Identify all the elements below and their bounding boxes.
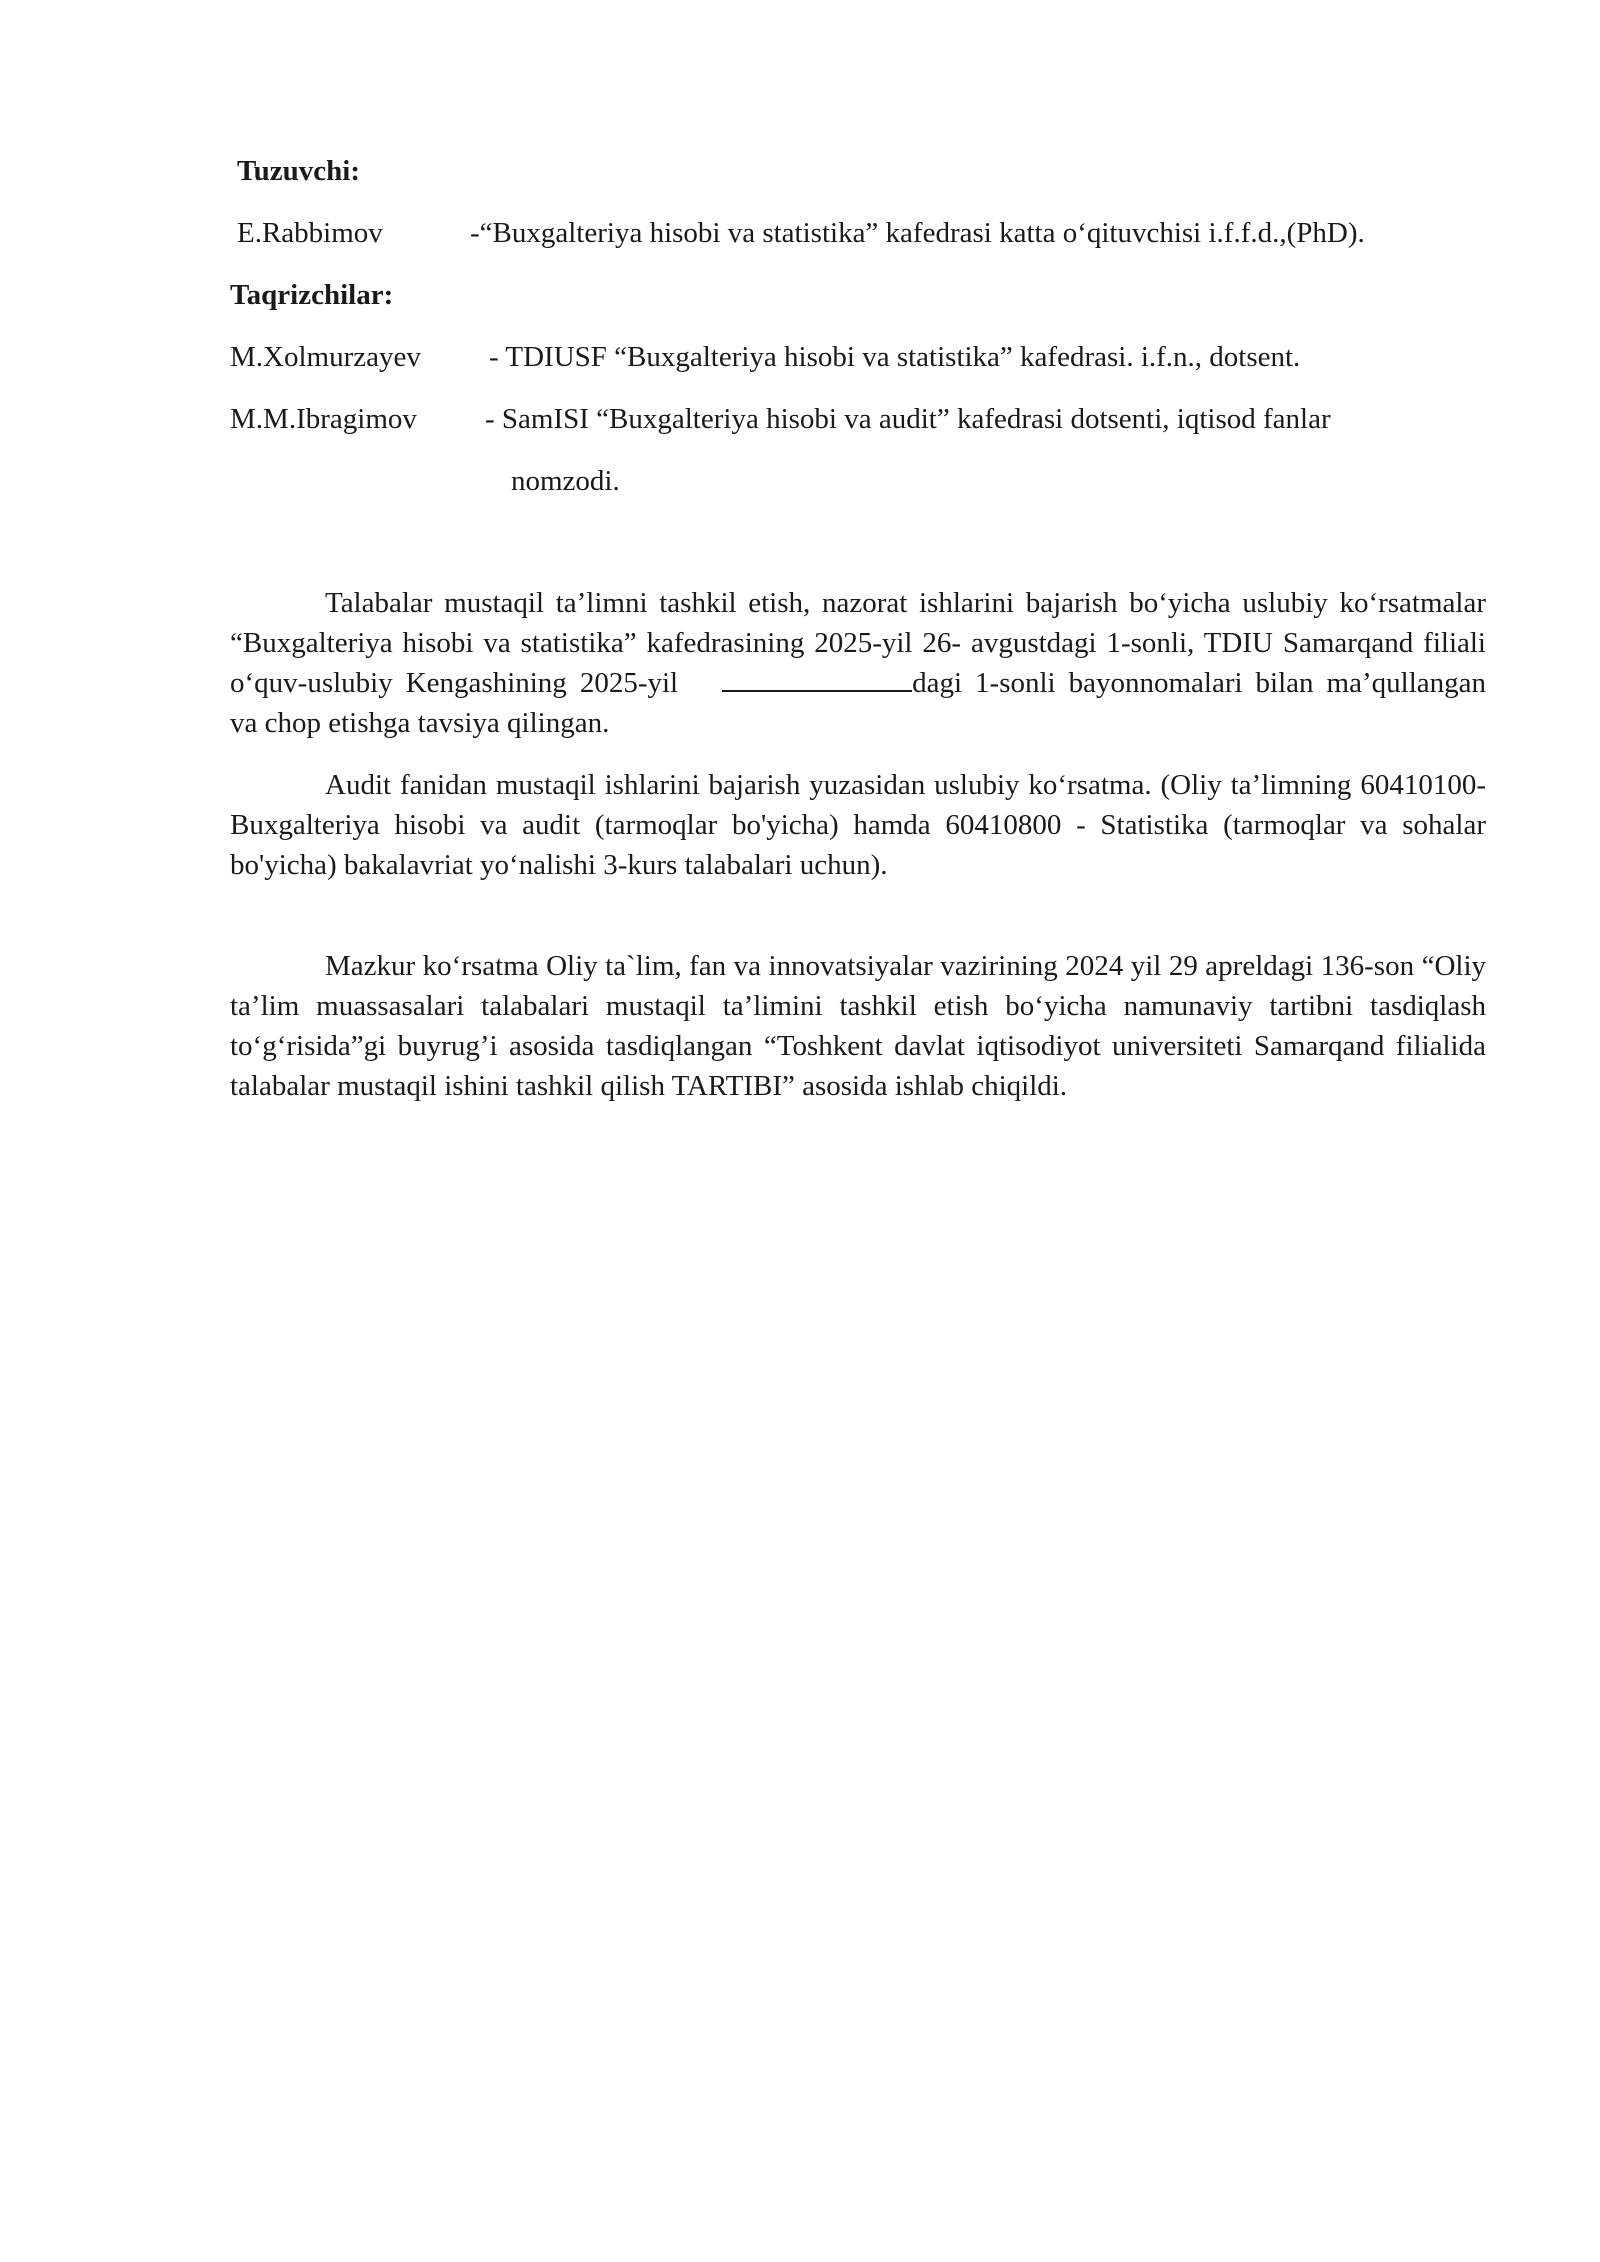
reviewer-name: M.M.Ibragimov (230, 403, 417, 435)
reviewer-name: M.Xolmurzayev (230, 341, 421, 373)
reviewer-description-continuation: nomzodi. (511, 465, 620, 497)
reviewers-heading: Taqrizchilar: (230, 279, 394, 311)
approval-text: Talabalar mustaqil ta’limni tashkil etish, nazorat ishlarini bajarish bo‘yicha uslubiy ko‘rsatmalar “Buxgalteriya hisobi va statistika” kafedrasining 2025-yil 26- avgustdagi 1-sonli, TDIU Samarqand filiali o‘quv-uslubiy Kengashining 2025-yil (230, 587, 1486, 699)
reviewer-description: - SamISI “Buxgalteriya hisobi va audit” kafedrasi dotsenti, iqtisod fanlar (485, 403, 1331, 435)
basis-paragraph: Mazkur ko‘rsatma Oliy ta`lim, fan va innovatsiyalar vazirining 2024 yil 29 apreldagi 136-son “Oliy ta’lim muassasalari talabalari mustaqil ta’limini tashkil etish bo‘yicha namunaviy tartibni tasdiqlash to‘g‘risida”gi buyrug’i asosida tasdiqlangan “Toshkent davlat iqtisodiyot universiteti Samarqand filialida talabalar mustaqil ishini tashkil qilish TARTIBI” asosida ishlab chiqildi. (230, 950, 1486, 1102)
compiler-description: -“Buxgalteriya hisobi va statistika” kafedrasi katta o‘qituvchisi i.f.f.d.,(PhD). (470, 217, 1365, 249)
compiler-heading: Tuzuvchi: (237, 155, 361, 187)
compiler-name: E.Rabbimov (237, 217, 383, 249)
reviewer-description: - TDIUSF “Buxgalteriya hisobi va statistika” kafedrasi. i.f.n., dotsent. (489, 341, 1301, 373)
approval-text-end: dagi 1-sonli bayonnomalari bilan ma’qullangan va chop etishga tavsiya qilingan. (230, 667, 1486, 739)
purpose-paragraph: Audit fanidan mustaqil ishlarini bajarish yuzasidan uslubiy ko‘rsatma. (Oliy ta’limning 60410100-Buxgalteriya hisobi va audit (tarmoqlar bo'yicha) hamda 60410800 - Statistika (tarmoqlar va sohalar bo'yicha) bakalavriat yo‘nalishi 3-kurs talabalari uchun). (230, 769, 1486, 881)
date-blank-line (722, 664, 912, 692)
approval-paragraph (230, 583, 1486, 743)
